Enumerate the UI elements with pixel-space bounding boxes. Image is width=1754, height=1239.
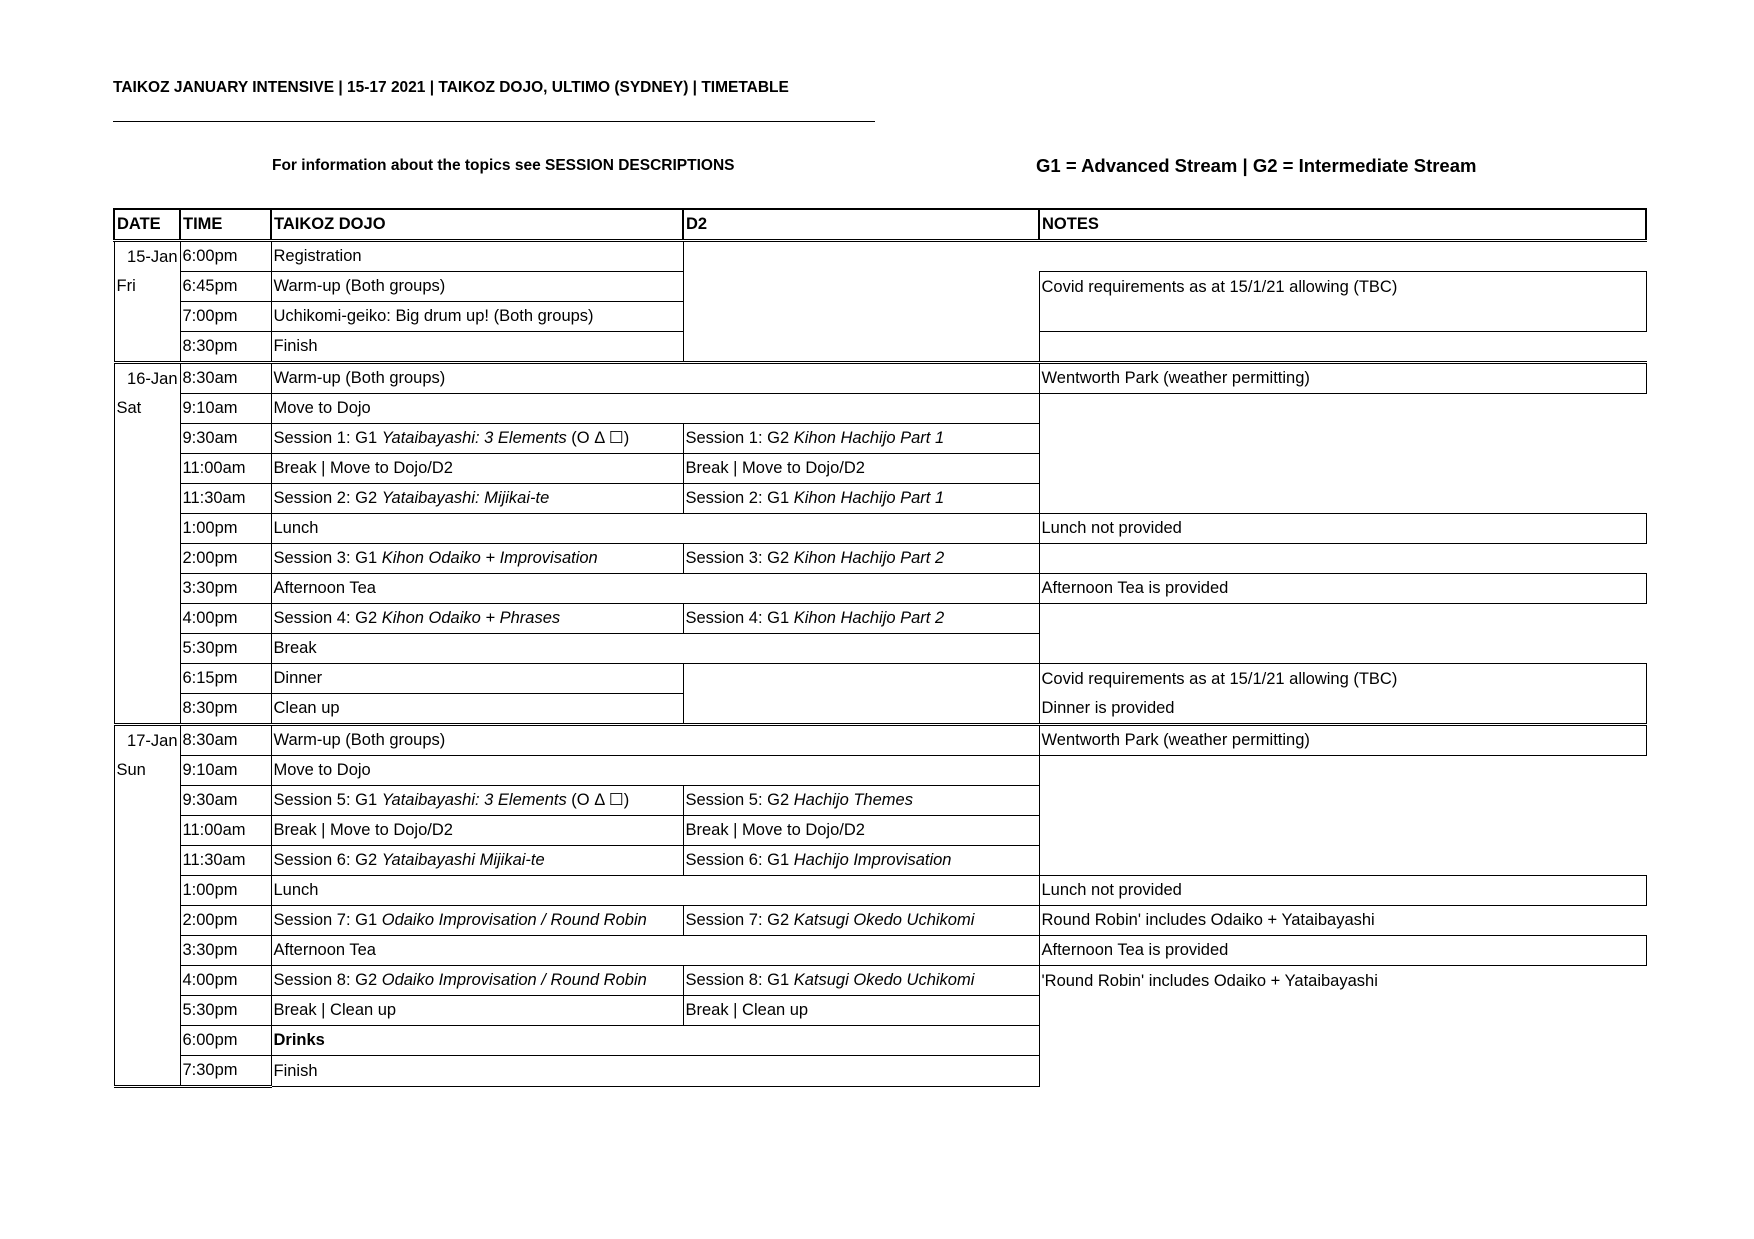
note-cell: Round Robin' includes Odaiko + Yataibayashi <box>1039 906 1646 936</box>
dojo-cell: Lunch <box>271 876 1039 906</box>
empty-cell <box>114 574 180 604</box>
empty-cell <box>1039 816 1646 846</box>
info-text: For information about the topics see SESSION DESCRIPTIONS <box>272 157 735 174</box>
table-row <box>114 363 1646 394</box>
empty-cell <box>1039 756 1646 786</box>
time-cell: 2:00pm <box>180 906 271 936</box>
empty-cell <box>114 816 180 846</box>
dojo-cell <box>271 424 683 454</box>
empty-cell <box>114 876 180 906</box>
session-label: Session 5: G2 <box>685 791 794 810</box>
session-label: Session 8: G1 <box>685 971 794 990</box>
time-cell: 7:30pm <box>180 1056 271 1087</box>
note-cell: Wentworth Park (weather permitting) <box>1039 363 1646 394</box>
table-row <box>114 604 1646 634</box>
empty-cell <box>114 484 180 514</box>
time-cell: 3:30pm <box>180 936 271 966</box>
table-row <box>114 996 1646 1026</box>
stream-legend: G1 = Advanced Stream | G2 = Intermediate Stream <box>1036 155 1477 176</box>
date-cell: 17-Jan <box>114 725 180 756</box>
dojo-cell <box>271 906 683 936</box>
time-cell: 11:00am <box>180 816 271 846</box>
session-topic: Odaiko Improvisation / Round Robin <box>381 971 647 990</box>
time-cell: 3:30pm <box>180 574 271 604</box>
table-row <box>114 876 1646 906</box>
empty-cell <box>683 664 1039 694</box>
time-cell: 1:00pm <box>180 876 271 906</box>
session-topic: Kihon Hachijo Part 2 <box>793 549 945 568</box>
dojo-cell: Warm-up (Both groups) <box>271 363 1039 394</box>
empty-cell <box>114 846 180 876</box>
d2-cell <box>683 846 1039 876</box>
title-underline <box>113 121 875 122</box>
session-topic: Kihon Hachijo Part 2 <box>793 609 945 628</box>
empty-cell <box>114 424 180 454</box>
dojo-cell <box>271 786 683 816</box>
table-row <box>114 574 1646 604</box>
session-topic: Hachijo Improvisation <box>793 851 952 870</box>
time-cell: 8:30am <box>180 363 271 394</box>
empty-cell <box>1039 394 1646 424</box>
session-topic: Kihon Hachijo Part 1 <box>793 489 945 508</box>
note-cell: Covid requirements as at 15/1/21 allowing (TBC) <box>1039 664 1646 694</box>
session-topic: Yataibayashi Mijikai-te <box>381 851 545 870</box>
dojo-cell: Move to Dojo <box>271 756 1039 786</box>
empty-cell <box>114 906 180 936</box>
time-cell: 7:00pm <box>180 302 271 332</box>
table-row <box>114 302 1646 332</box>
dojo-cell: Warm-up (Both groups) <box>271 725 1039 756</box>
time-cell: 6:00pm <box>180 1026 271 1056</box>
time-cell: 6:15pm <box>180 664 271 694</box>
session-label: Session 2: G2 <box>273 489 382 508</box>
session-label: Session 5: G1 <box>273 791 382 810</box>
time-cell: 6:45pm <box>180 272 271 302</box>
d2-cell: Break | Move to Dojo/D2 <box>683 816 1039 846</box>
time-cell: 6:00pm <box>180 241 271 272</box>
session-symbols: (O Δ ☐) <box>566 791 630 810</box>
dojo-cell: Break <box>271 634 1039 664</box>
note-cell: Covid requirements as at 15/1/21 allowing (TBC) <box>1039 272 1646 302</box>
dojo-cell <box>271 544 683 574</box>
dojo-cell: Registration <box>271 241 683 272</box>
time-cell: 11:30am <box>180 484 271 514</box>
time-cell: 11:00am <box>180 454 271 484</box>
dojo-cell: Finish <box>271 332 683 363</box>
table-row <box>114 424 1646 454</box>
date-cell: 15-Jan <box>114 241 180 272</box>
d2-cell <box>683 604 1039 634</box>
d2-cell: Break | Clean up <box>683 996 1039 1026</box>
page-title: TAIKOZ JANUARY INTENSIVE | 15-17 2021 | TAIKOZ DOJO, ULTIMO (SYDNEY) | TIMETABLE <box>113 79 789 96</box>
table-row <box>114 514 1646 544</box>
session-label: Session 2: G1 <box>685 489 794 508</box>
empty-cell <box>1039 454 1646 484</box>
dojo-cell <box>271 604 683 634</box>
col-time-header: TIME <box>180 209 271 241</box>
session-topic: Katsugi Okedo Uchikomi <box>793 911 975 930</box>
session-topic: Katsugi Okedo Uchikomi <box>793 971 975 990</box>
d2-cell <box>683 424 1039 454</box>
session-label: Session 6: G1 <box>685 851 794 870</box>
d2-cell <box>683 786 1039 816</box>
table-row <box>114 272 1646 302</box>
table-row <box>114 664 1646 694</box>
empty-cell <box>683 241 1039 272</box>
empty-cell <box>1039 424 1646 454</box>
empty-cell <box>683 694 1039 725</box>
dojo-cell <box>271 484 683 514</box>
d2-cell <box>683 966 1039 996</box>
table-row <box>114 544 1646 574</box>
d2-cell <box>683 544 1039 574</box>
empty-cell <box>114 604 180 634</box>
empty-cell <box>683 332 1039 363</box>
session-topic: Yataibayashi: 3 Elements <box>381 791 567 810</box>
session-label: Session 4: G1 <box>685 609 794 628</box>
table-row <box>114 756 1646 786</box>
table-row <box>114 484 1646 514</box>
weekday-cell: Sat <box>114 394 180 424</box>
empty-cell <box>114 544 180 574</box>
table-row <box>114 966 1646 996</box>
empty-cell <box>1039 634 1646 664</box>
time-cell: 8:30am <box>180 725 271 756</box>
note-cell: 'Round Robin' includes Odaiko + Yataibayashi <box>1039 966 1646 996</box>
empty-cell <box>114 332 180 363</box>
time-cell: 5:30pm <box>180 634 271 664</box>
session-topic: Hachijo Themes <box>793 791 913 810</box>
time-cell: 11:30am <box>180 846 271 876</box>
time-cell: 9:30am <box>180 424 271 454</box>
dojo-cell: Break | Move to Dojo/D2 <box>271 454 683 484</box>
session-label: Session 3: G1 <box>273 549 382 568</box>
empty-cell <box>683 272 1039 302</box>
table-row <box>114 846 1646 876</box>
empty-cell <box>114 996 180 1026</box>
time-cell: 9:10am <box>180 394 271 424</box>
time-cell: 2:00pm <box>180 544 271 574</box>
session-label: Session 7: G2 <box>685 911 794 930</box>
note-cell: Wentworth Park (weather permitting) <box>1039 725 1646 756</box>
empty-cell <box>114 694 180 725</box>
dojo-cell: Uchikomi-geiko: Big drum up! (Both groups) <box>271 302 683 332</box>
time-cell: 5:30pm <box>180 996 271 1026</box>
empty-cell <box>1039 1056 1646 1087</box>
time-cell: 1:00pm <box>180 514 271 544</box>
session-label: Session 4: G2 <box>273 609 382 628</box>
dojo-cell <box>271 966 683 996</box>
weekday-cell: Sun <box>114 756 180 786</box>
dojo-cell: Move to Dojo <box>271 394 1039 424</box>
note-cell: Lunch not provided <box>1039 514 1646 544</box>
col-date-header: DATE <box>114 209 180 241</box>
empty-cell <box>1039 846 1646 876</box>
time-cell: 9:30am <box>180 786 271 816</box>
col-notes-header: NOTES <box>1039 209 1646 241</box>
note-cell: Lunch not provided <box>1039 876 1646 906</box>
empty-cell <box>114 936 180 966</box>
session-label: Session 1: G2 <box>685 429 794 448</box>
dojo-cell: Break | Clean up <box>271 996 683 1026</box>
session-topic: Odaiko Improvisation / Round Robin <box>381 911 647 930</box>
session-topic: Yataibayashi: Mijikai-te <box>381 489 550 508</box>
dojo-cell: Clean up <box>271 694 683 725</box>
time-cell: 8:30pm <box>180 694 271 725</box>
table-row <box>114 241 1646 272</box>
empty-cell <box>683 302 1039 332</box>
table-row <box>114 634 1646 664</box>
empty-cell <box>114 786 180 816</box>
dojo-cell: Finish <box>271 1056 1039 1087</box>
empty-cell <box>114 634 180 664</box>
timetable <box>113 208 1647 1088</box>
empty-cell <box>1039 1026 1646 1056</box>
empty-cell <box>114 664 180 694</box>
empty-cell <box>114 302 180 332</box>
empty-cell <box>114 1056 180 1087</box>
dojo-cell: Drinks <box>271 1026 1039 1056</box>
table-row <box>114 936 1646 966</box>
d2-cell <box>683 484 1039 514</box>
empty-cell <box>114 966 180 996</box>
session-topic: Kihon Hachijo Part 1 <box>793 429 945 448</box>
col-dojo-header: TAIKOZ DOJO <box>271 209 683 241</box>
session-label: Session 6: G2 <box>273 851 382 870</box>
session-label: Session 7: G1 <box>273 911 382 930</box>
session-topic: Kihon Odaiko + Improvisation <box>381 549 598 568</box>
table-row <box>114 1056 1646 1087</box>
table-row <box>114 694 1646 725</box>
empty-cell <box>114 454 180 484</box>
empty-cell <box>1039 786 1646 816</box>
table-row <box>114 394 1646 424</box>
note-cell: Afternoon Tea is provided <box>1039 936 1646 966</box>
dojo-cell: Warm-up (Both groups) <box>271 272 683 302</box>
session-topic: Kihon Odaiko + Phrases <box>381 609 561 628</box>
table-row <box>114 454 1646 484</box>
session-label: Session 1: G1 <box>273 429 382 448</box>
date-cell: 16-Jan <box>114 363 180 394</box>
empty-cell <box>1039 241 1646 272</box>
dojo-cell <box>271 846 683 876</box>
dojo-cell: Afternoon Tea <box>271 936 1039 966</box>
session-label: Session 8: G2 <box>273 971 382 990</box>
d2-cell <box>683 906 1039 936</box>
empty-cell <box>1039 996 1646 1026</box>
table-row <box>114 725 1646 756</box>
weekday-cell: Fri <box>114 272 180 302</box>
session-label: Session 3: G2 <box>685 549 794 568</box>
session-topic: Yataibayashi: 3 Elements <box>381 429 567 448</box>
dojo-cell: Dinner <box>271 664 683 694</box>
time-cell: 4:00pm <box>180 966 271 996</box>
time-cell: 4:00pm <box>180 604 271 634</box>
table-row <box>114 1026 1646 1056</box>
table-row <box>114 906 1646 936</box>
col-d2-header: D2 <box>683 209 1039 241</box>
note-cell: Afternoon Tea is provided <box>1039 574 1646 604</box>
empty-cell <box>1039 544 1646 574</box>
time-cell: 8:30pm <box>180 332 271 363</box>
empty-cell <box>1039 484 1646 514</box>
empty-cell <box>114 1026 180 1056</box>
table-row <box>114 332 1646 363</box>
empty-cell <box>1039 332 1646 363</box>
dojo-cell: Afternoon Tea <box>271 574 1039 604</box>
table-row <box>114 786 1646 816</box>
d2-cell: Break | Move to Dojo/D2 <box>683 454 1039 484</box>
dojo-cell: Lunch <box>271 514 1039 544</box>
time-cell: 9:10am <box>180 756 271 786</box>
note-cell: Dinner is provided <box>1039 694 1646 725</box>
table-row <box>114 816 1646 846</box>
dojo-cell: Break | Move to Dojo/D2 <box>271 816 683 846</box>
empty-cell <box>1039 604 1646 634</box>
header-row <box>114 209 1646 241</box>
empty-cell <box>114 514 180 544</box>
empty-cell <box>1039 302 1646 332</box>
session-symbols: (O Δ ☐) <box>566 429 630 448</box>
